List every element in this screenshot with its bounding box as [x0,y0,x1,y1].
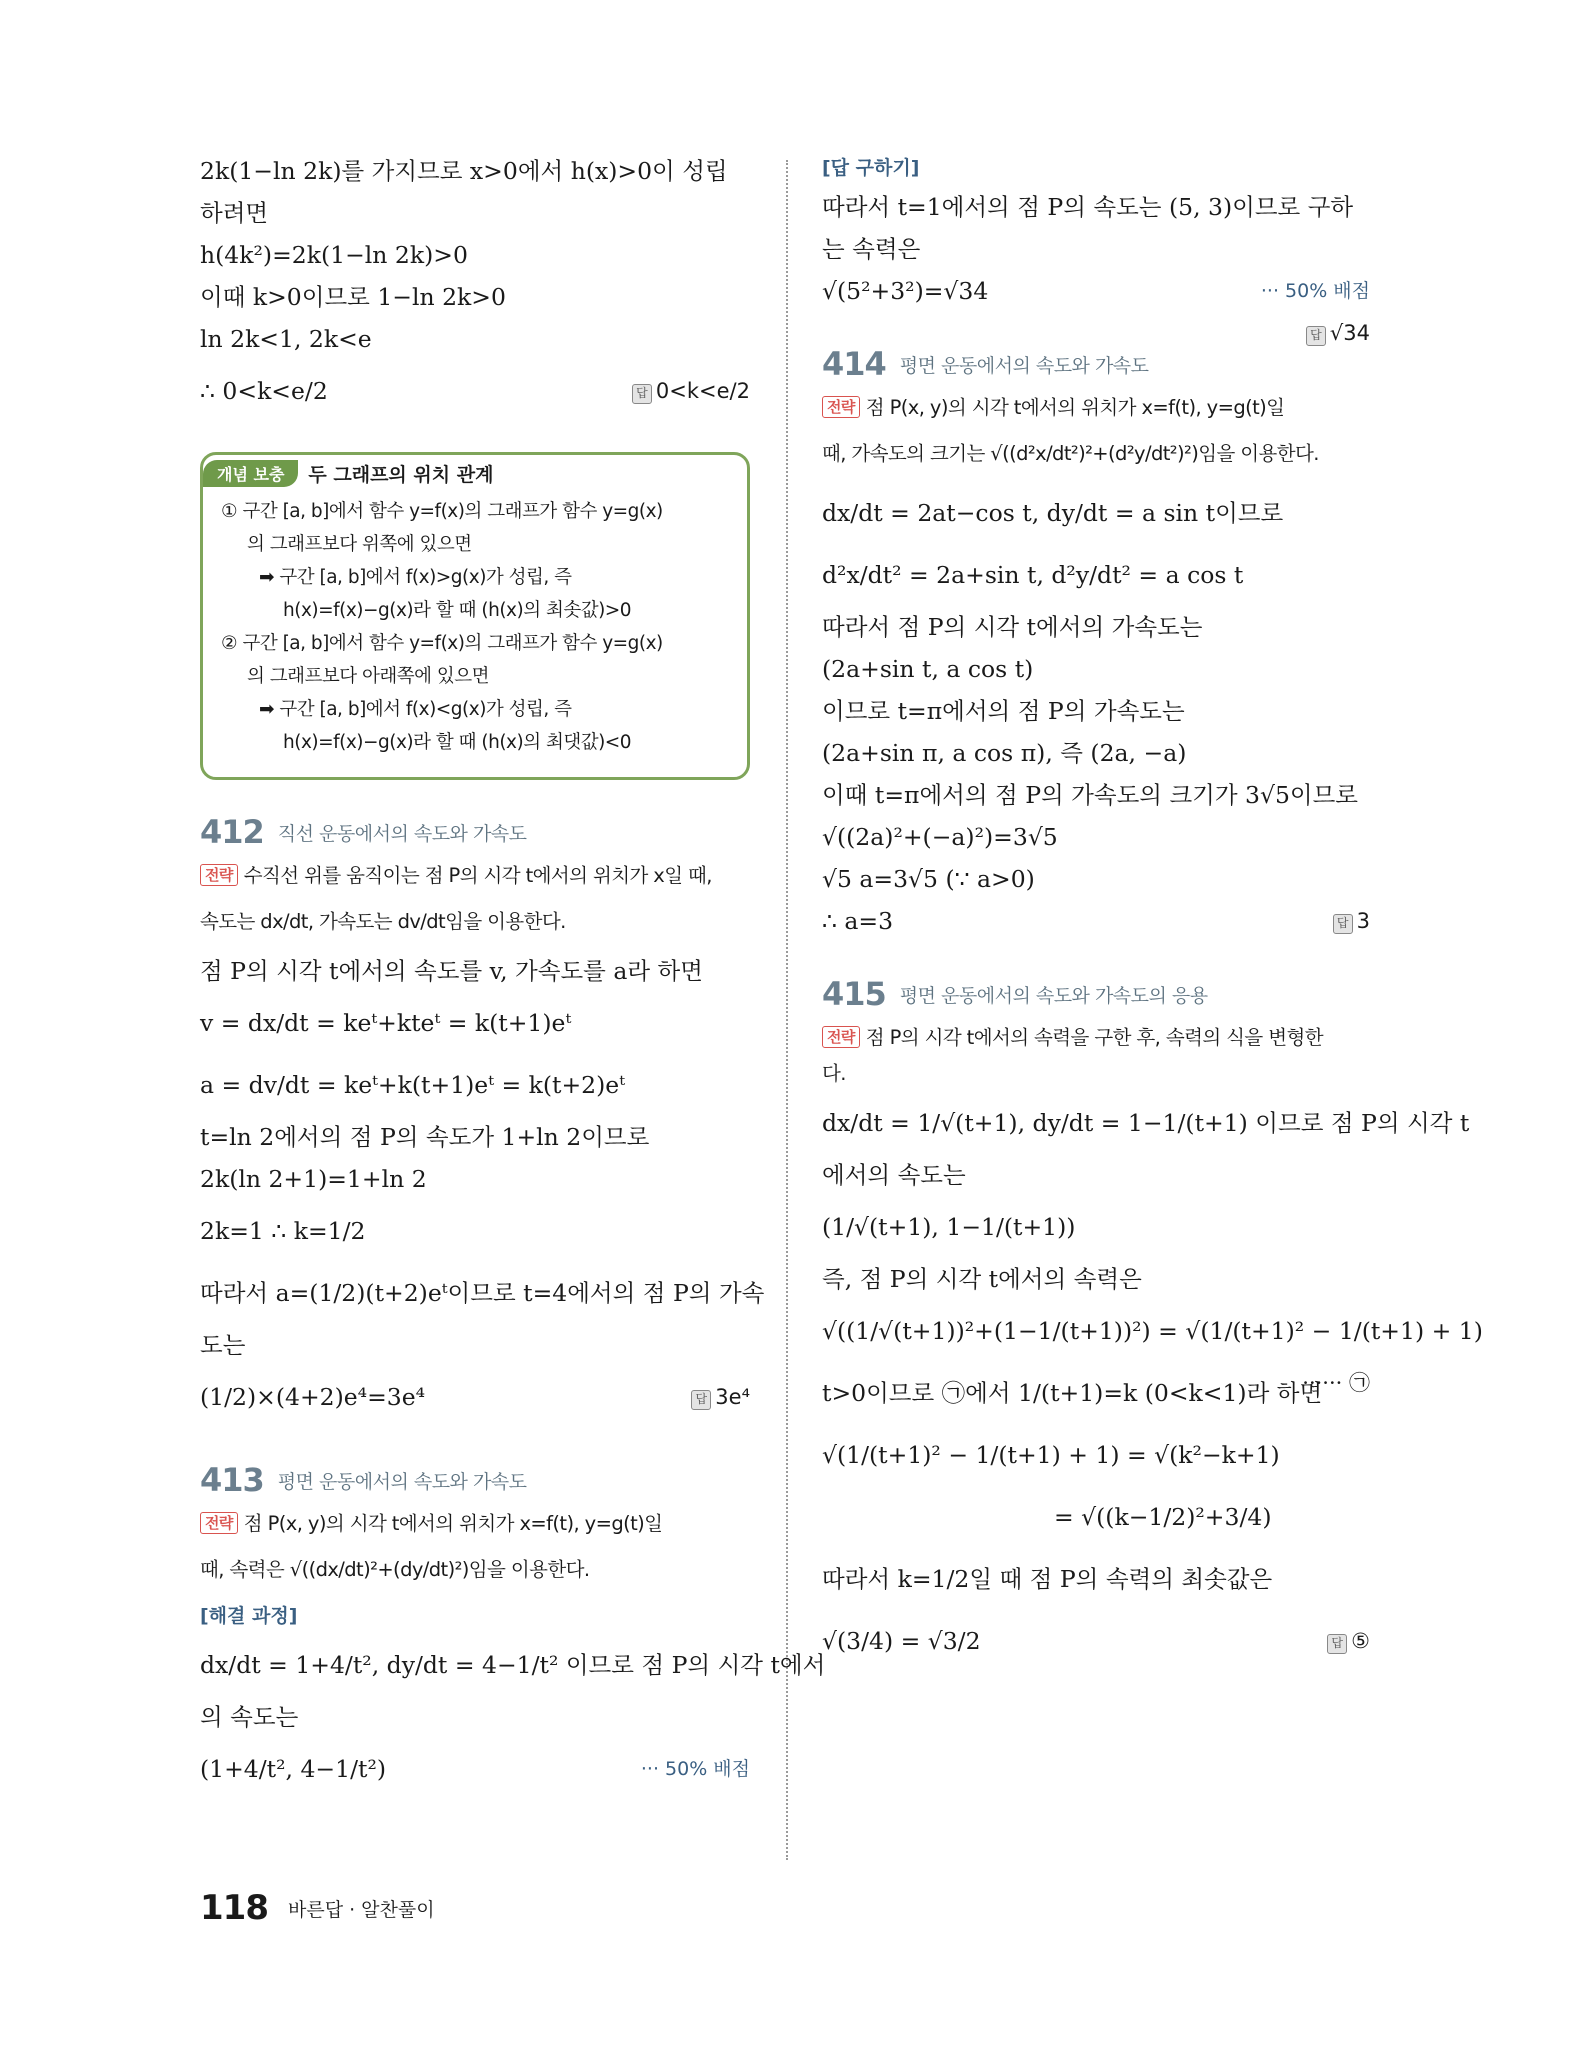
equation: (1/√(t+1), 1−1/(t+1)) [822,1213,1076,1241]
text-line: 따라서 t=1에서의 점 P의 속도는 (5, 3)이므로 구하 [822,193,1354,221]
equation-mark: ······ ㉠ [1302,1371,1370,1395]
text-line: 이때 t=π에서의 점 P의 가속도의 크기가 3√5이므로 [822,781,1359,809]
text-line: 2k(1−ln 2k)를 가지므로 x>0에서 h(x)>0이 성립 [200,157,728,185]
text-line [200,360,750,422]
equation: (1/2)×(4+2)e⁴=3e⁴ [200,1383,426,1411]
right-column [822,150,1483,1672]
equation: (2a+sin t, a cos t) [822,655,1034,683]
equation: √((2a)²+(−a)²)=3√5 [822,823,1058,851]
page-number: 118 [200,1888,268,1928]
answer: 답 3e⁴ [691,1366,750,1428]
strategy-hint: 전략 점 P(x, y)의 시각 t에서의 위치가 x=f(t), y=g(t)일 [822,390,1370,426]
strategy-badge: 전략 [822,1026,860,1048]
score-note: ··· 50% 배점 [640,1758,750,1780]
equation: √(5²+3²)=√34 [822,277,989,305]
concept-line: h(x)=f(x)−g(x)라 할 때 (h(x)의 최솟값)>0 [283,600,632,621]
strategy-hint: 속도는 dx/dt, 가속도는 dv/dt임을 이용한다. [200,910,566,933]
answer: 답 ⑤ [1327,1610,1370,1672]
text-line: 의 속도는 [200,1703,299,1731]
strategy-hint: 때, 속력은 √((dx/dt)²+(dy/dt)²)임을 이용한다. [200,1558,590,1581]
text-line [822,270,1370,312]
problem-412-header [200,806,750,858]
text-line: 이때 k>0이므로 1−ln 2k>0 [200,283,506,311]
equation: dx/dt = 1/√(t+1), dy/dt = 1−1/(t+1) 이므로 점 P의 시각 t [822,1109,1470,1137]
strategy-hint: 전략 점 P(x, y)의 시각 t에서의 위치가 x=f(t), y=g(t)일 [200,1506,750,1542]
left-column [200,150,826,1800]
equation: a = dv/dt = keᵗ+k(t+1)eᵗ = k(t+2)eᵗ [200,1071,625,1099]
problem-number: 413 [200,1461,264,1499]
answer: 답 3 [1333,900,1370,942]
text-line: 따라서 k=1/2일 때 점 P의 속력의 최솟값은 [822,1565,1273,1593]
concept-line: ② 구간 [a, b]에서 함수 y=f(x)의 그래프가 함수 y=g(x) [221,633,663,654]
concept-heading: 두 그래프의 위치 관계 [308,463,494,486]
equation: v = dx/dt = keᵗ+kteᵗ = k(t+1)eᵗ [200,1009,572,1037]
equation: 2k(ln 2+1)=1+ln 2 [200,1165,427,1193]
problem-topic: 직선 운동에서의 속도와 가속도 [277,822,527,845]
concept-title [203,455,727,491]
text-line [200,1366,750,1428]
equation: 2k=1 ∴ k=1/2 [200,1217,366,1245]
text-line [822,1610,1370,1672]
problem-topic: 평면 운동에서의 속도와 가속도 [277,1470,527,1493]
strategy-hint: 때, 가속도의 크기는 √((d²x/dt²)²+(d²y/dt²)²)임을 이용한다. [822,442,1319,465]
answer-icon: 답 [1306,326,1326,346]
strategy-badge: 전략 [200,1512,238,1534]
equation: √5 a=3√5 (∵ a>0) [822,865,1035,893]
equation: d²x/dt² = 2a+sin t, d²y/dt² = a cos t [822,561,1244,589]
answer-icon: 답 [632,384,652,404]
strategy-hint: 전략 점 P의 시각 t에서의 속력을 구한 후, 속력의 식을 변형한 [822,1020,1370,1056]
strategy-badge: 전략 [200,864,238,886]
text-line: 따라서 a=(1/2)(t+2)eᵗ이므로 t=4에서의 점 P의 가속 [200,1279,765,1307]
conclusion: ∴ a=3 [822,907,894,935]
text-line: 는 속력은 [822,235,921,263]
equation: (2a+sin π, a cos π), 즉 (2a, −a) [822,739,1187,767]
text-line: h(4k²)=2k(1−ln 2k)>0 [200,241,468,269]
problem-413-header [200,1454,750,1506]
text-line: 이므로 t=π에서의 점 P의 가속도는 [822,697,1185,725]
answer-section-heading: [답 구하기] [822,157,920,179]
answer: 답 √34 [1306,312,1370,354]
answer-icon: 답 [1327,1634,1347,1654]
answer-icon: 답 [1333,914,1353,934]
text-line: 에서의 속도는 [822,1161,966,1189]
score-note: ··· 50% 배점 [1260,280,1370,302]
equation: = √((k−1/2)²+3/4) [1054,1503,1272,1531]
concept-line: ➡ 구간 [a, b]에서 f(x)>g(x)가 성립, 즉 [259,567,572,588]
answer-icon: 답 [691,1390,711,1410]
equation: (1+4/t², 4−1/t²) [200,1755,387,1783]
strategy-hint: 전략 수직선 위를 움직이는 점 P의 시각 t에서의 위치가 x일 때, [200,858,750,894]
text-line [822,900,1370,942]
conclusion: ∴ 0<k<e/2 [200,377,328,405]
concept-line: 의 그래프보다 아래쪽에 있으면 [247,666,489,687]
concept-line: ① 구간 [a, b]에서 함수 y=f(x)의 그래프가 함수 y=g(x) [221,501,663,522]
book-label: 바른답 · 알찬풀이 [287,1898,435,1921]
concept-tag: 개념 보충 [203,460,298,487]
equation: √(1/(t+1)² − 1/(t+1) + 1) = √(k²−k+1) [822,1441,1280,1469]
text-line: t>0이므로 ㉠에서 1/(t+1)=k (0<k<1)라 하면 [822,1379,1323,1407]
concept-line: 의 그래프보다 위쪽에 있으면 [247,534,472,555]
equation: √(3/4) = √3/2 [822,1627,981,1655]
text-line [200,1738,750,1800]
problem-number: 414 [822,345,886,383]
strategy-badge: 전략 [822,396,860,418]
text-line: 즉, 점 P의 시각 t에서의 속력은 [822,1265,1142,1293]
problem-415-header [822,968,1370,1020]
text-line: ln 2k<1, 2k<e [200,325,372,353]
text-line: 따라서 점 P의 시각 t에서의 가속도는 [822,613,1203,641]
problem-topic: 평면 운동에서의 속도와 가속도의 응용 [899,984,1208,1007]
strategy-hint: 다. [822,1062,846,1085]
problem-number: 412 [200,813,264,851]
text-line: 하려면 [200,199,269,227]
problem-number: 415 [822,975,886,1013]
answer: 답 0<k<e/2 [632,360,750,422]
problem-topic: 평면 운동에서의 속도와 가속도 [899,354,1149,377]
concept-line: ➡ 구간 [a, b]에서 f(x)<g(x)가 성립, 즉 [259,699,572,720]
concept-line: h(x)=f(x)−g(x)라 할 때 (h(x)의 최댓값)<0 [283,732,632,753]
solution-process-heading: [해결 과정] [200,1605,298,1627]
text-line: 도는 [200,1331,246,1359]
text-line: t=ln 2에서의 점 P의 속도가 1+ln 2이므로 [200,1123,650,1151]
equation: dx/dt = 1+4/t², dy/dt = 4−1/t² 이므로 점 P의 시각 t에서 [200,1651,826,1679]
equation: √((1/√(t+1))²+(1−1/(t+1))²) = √(1/(t+1)² − 1/(t+1) + 1) [822,1317,1483,1345]
problem-414-header [822,338,1370,390]
text-line: 점 P의 시각 t에서의 속도를 v, 가속도를 a라 하면 [200,957,703,985]
concept-box [200,452,750,780]
column-divider [786,160,788,1860]
page-footer [200,1888,435,1928]
equation: dx/dt = 2at−cos t, dy/dt = a sin t이므로 [822,499,1284,527]
